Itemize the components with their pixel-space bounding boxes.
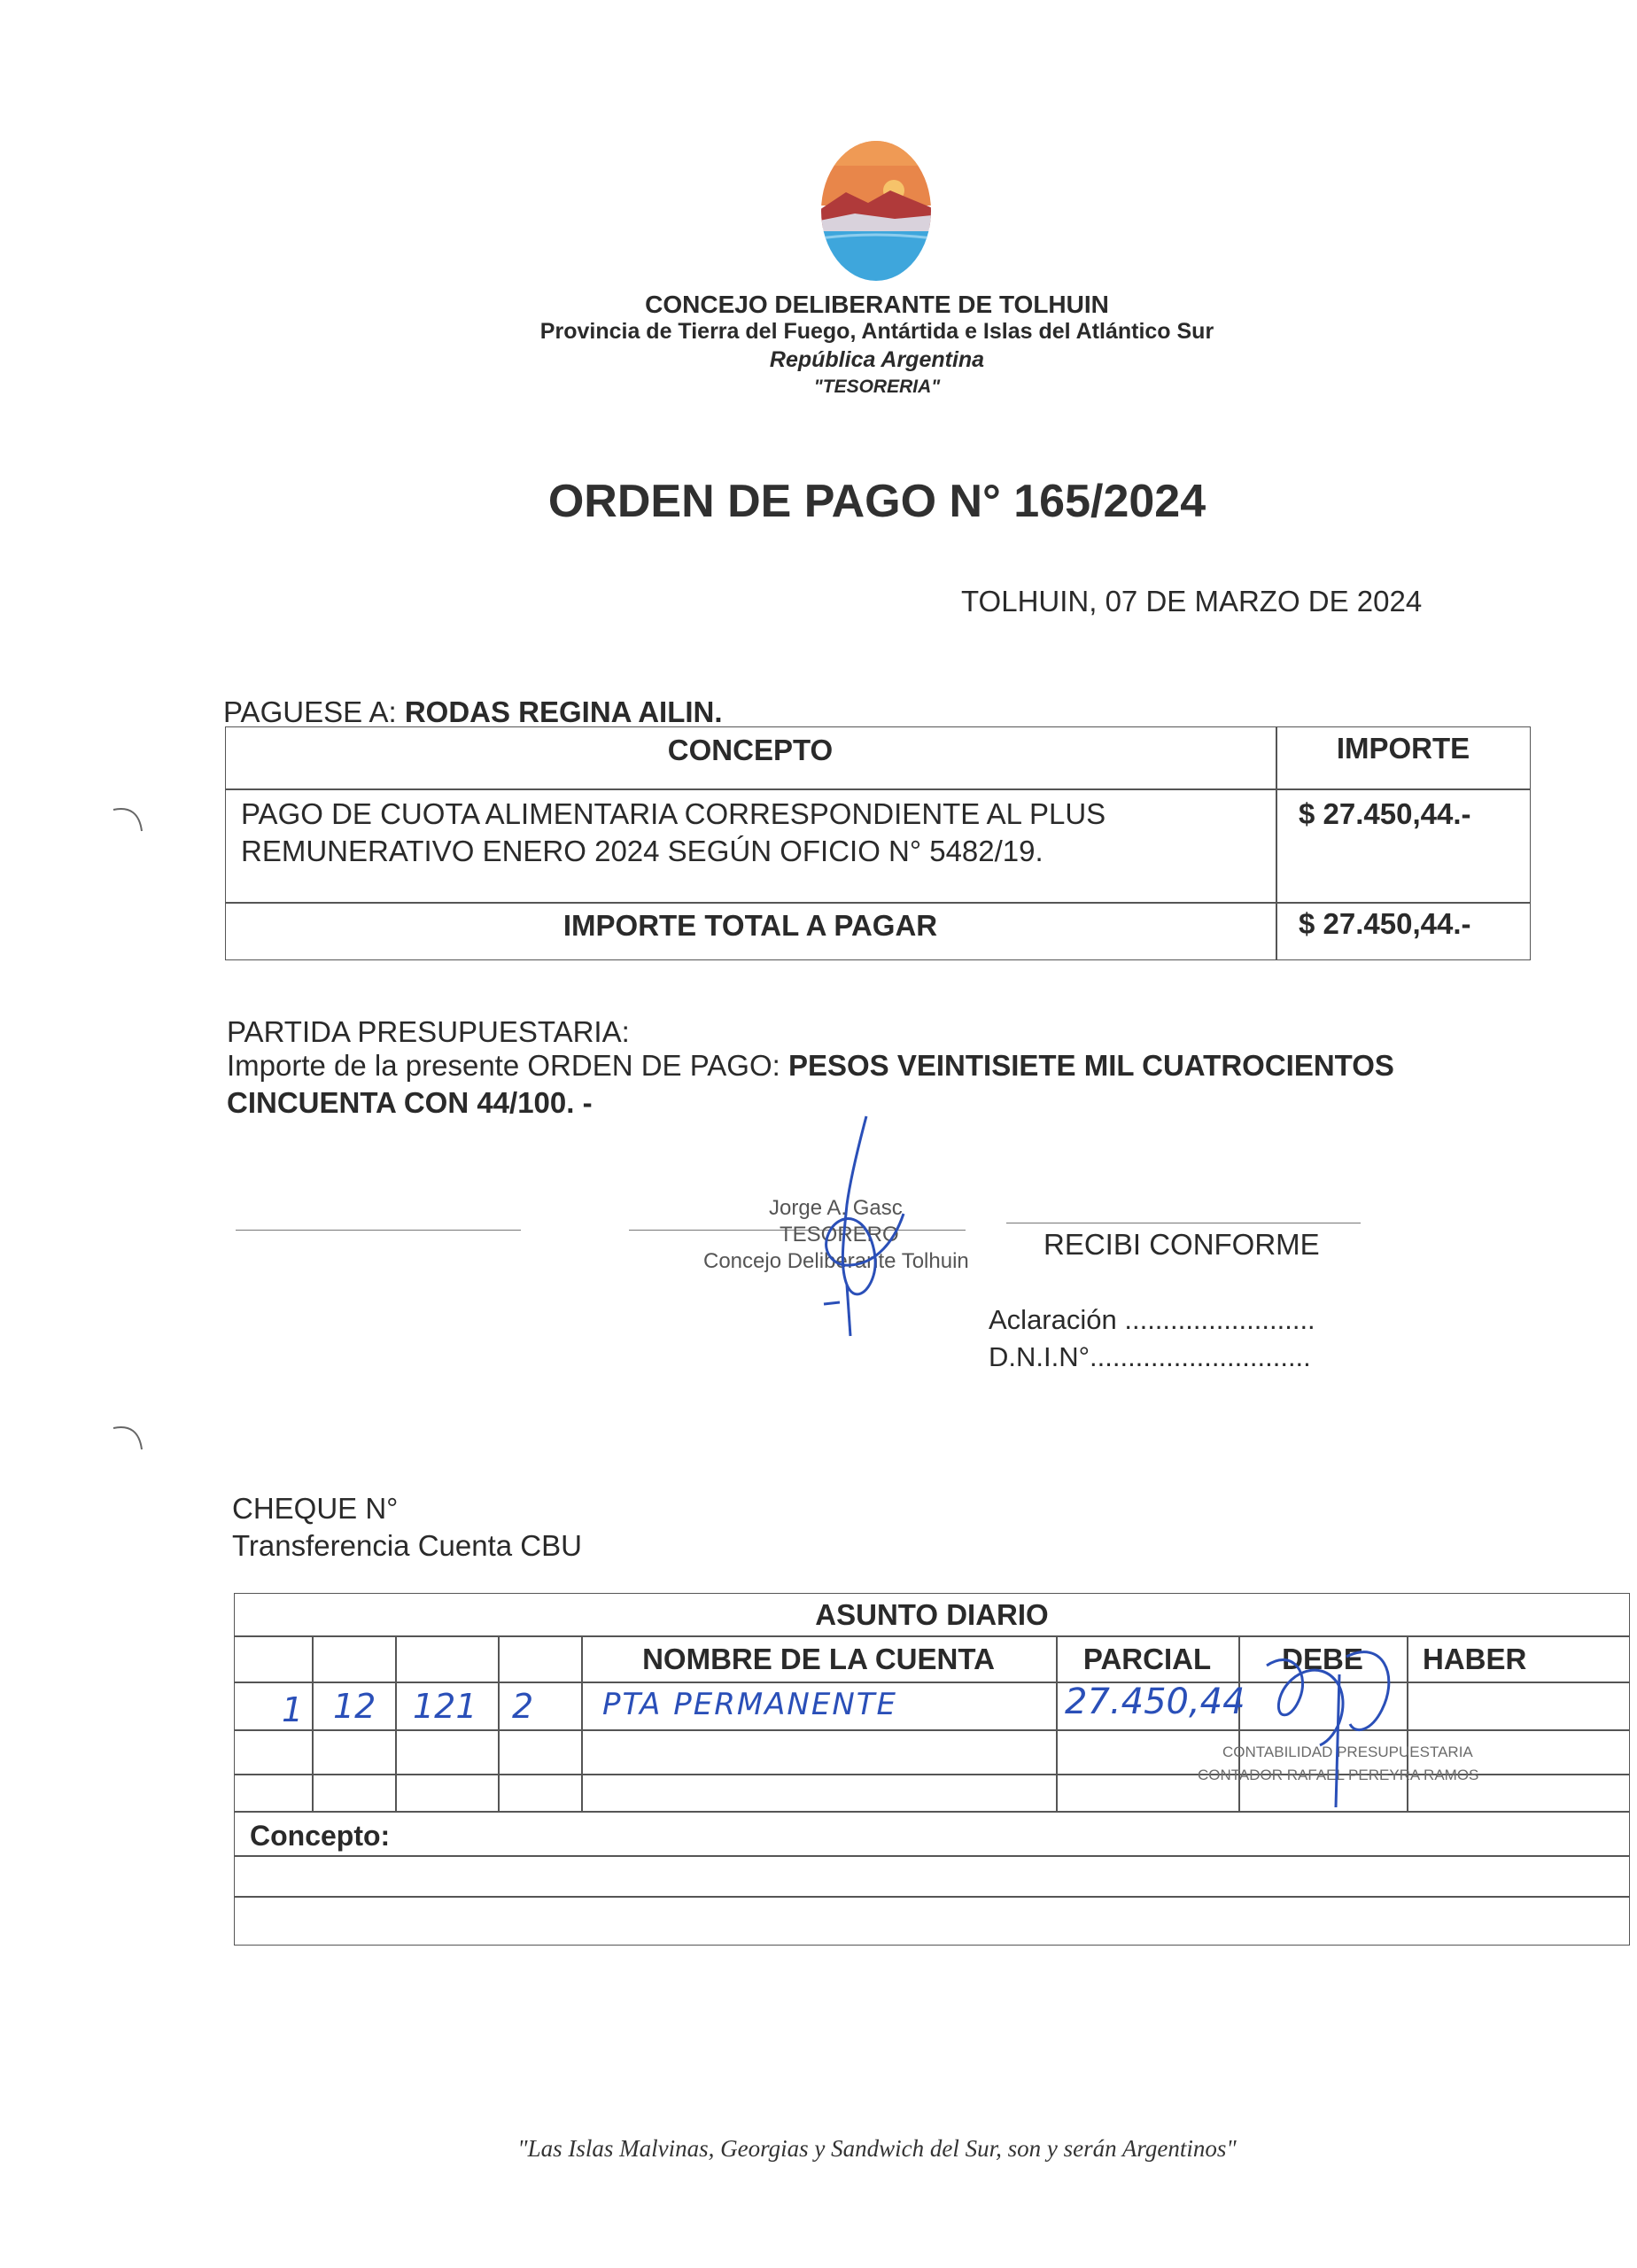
signature-line-1: [236, 1230, 521, 1231]
amount-words-1: PESOS VEINTISIETE MIL CUATROCIENTOS: [787, 1049, 1394, 1082]
stamp-org: Concejo Deliberante Tolhuin: [703, 1249, 969, 1273]
hand-code-3: 121: [413, 1687, 477, 1726]
hand-code-4: 2: [512, 1687, 534, 1726]
account-header: NOMBRE DE LA CUENTA: [642, 1643, 995, 1675]
accountant-signature: [1258, 1639, 1408, 1816]
accounting-stamp-line-2: CONTADOR RAFAEL PEREYRA RAMOS: [1198, 1767, 1479, 1783]
hand-code-2: 12: [333, 1687, 376, 1726]
province-name: Provincia de Tierra del Fuego, Antártida e Islas del Atlántico Sur: [539, 319, 1214, 344]
partial-header: PARCIAL: [1082, 1643, 1212, 1675]
credit-header: HABER: [1423, 1643, 1527, 1675]
payee-label: PAGUESE A:: [223, 695, 397, 728]
payee-name: RODAS REGINA AILIN.: [404, 695, 723, 728]
punch-mark-top: [112, 804, 147, 840]
amount-header: IMPORTE: [1336, 732, 1470, 765]
country-name: República Argentina: [769, 347, 985, 372]
treasurer-signature: [762, 1107, 957, 1338]
concept-header: CONCEPTO: [667, 734, 834, 766]
accounting-stamp-line-1: CONTABILIDAD PRESUPUESTARIA: [1222, 1744, 1473, 1760]
payee-line: [223, 695, 723, 729]
dni-field: D.N.I.N°.............................: [989, 1341, 1311, 1372]
total-label: IMPORTE TOTAL A PAGAR: [562, 909, 938, 942]
hand-account-name: PTA PERMANENTE: [602, 1687, 898, 1722]
punch-mark-bottom: [112, 1423, 147, 1458]
concept-line-2: REMUNERATIVO ENERO 2024 SEGÚN OFICIO N° 5482/19.: [241, 835, 1043, 867]
diario-concept-label: Concepto:: [250, 1820, 391, 1852]
amount-words-line-1: [227, 1049, 1394, 1083]
issue-date: TOLHUIN, 07 DE MARZO DE 2024: [961, 585, 1423, 617]
footer-motto: "Las Islas Malvinas, Georgias y Sandwich del Sur, son y serán Argentinos": [517, 2135, 1237, 2162]
hand-code-1: 1: [282, 1690, 304, 1729]
page-title: ORDEN DE PAGO N° 165/2024: [547, 476, 1206, 527]
amount-words-2: CINCUENTA CON 44/100. -: [227, 1086, 593, 1119]
institution-logo: [819, 139, 933, 283]
amount-label: Importe de la presente ORDEN DE PAGO:: [227, 1049, 780, 1082]
diario-title: ASUNTO DIARIO: [815, 1598, 1049, 1631]
clarification-field: Aclaración .........................: [989, 1304, 1315, 1335]
budget-label: PARTIDA PRESUPUESTARIA:: [227, 1015, 630, 1048]
total-amount: $ 27.450,44.-: [1299, 907, 1471, 940]
stamp-name: Jorge A. Gasc: [769, 1196, 903, 1220]
stamp-role: TESORERO: [780, 1223, 899, 1247]
hand-partial-amount: 27.450,44: [1065, 1682, 1245, 1722]
debit-header: DEBE: [1282, 1643, 1363, 1675]
concept-amount: $ 27.450,44.-: [1299, 797, 1471, 830]
cheque-label: CHEQUE N°: [232, 1492, 399, 1525]
transfer-label: Transferencia Cuenta CBU: [232, 1529, 582, 1562]
department-name: "TESORERIA": [813, 377, 941, 397]
institution-name: CONCEJO DELIBERANTE DE TOLHUIN: [645, 291, 1109, 318]
concept-line-1: PAGO DE CUOTA ALIMENTARIA CORRESPONDIENTE AL PLUS: [241, 797, 1106, 830]
received-label: RECIBI CONFORME: [1043, 1228, 1320, 1261]
